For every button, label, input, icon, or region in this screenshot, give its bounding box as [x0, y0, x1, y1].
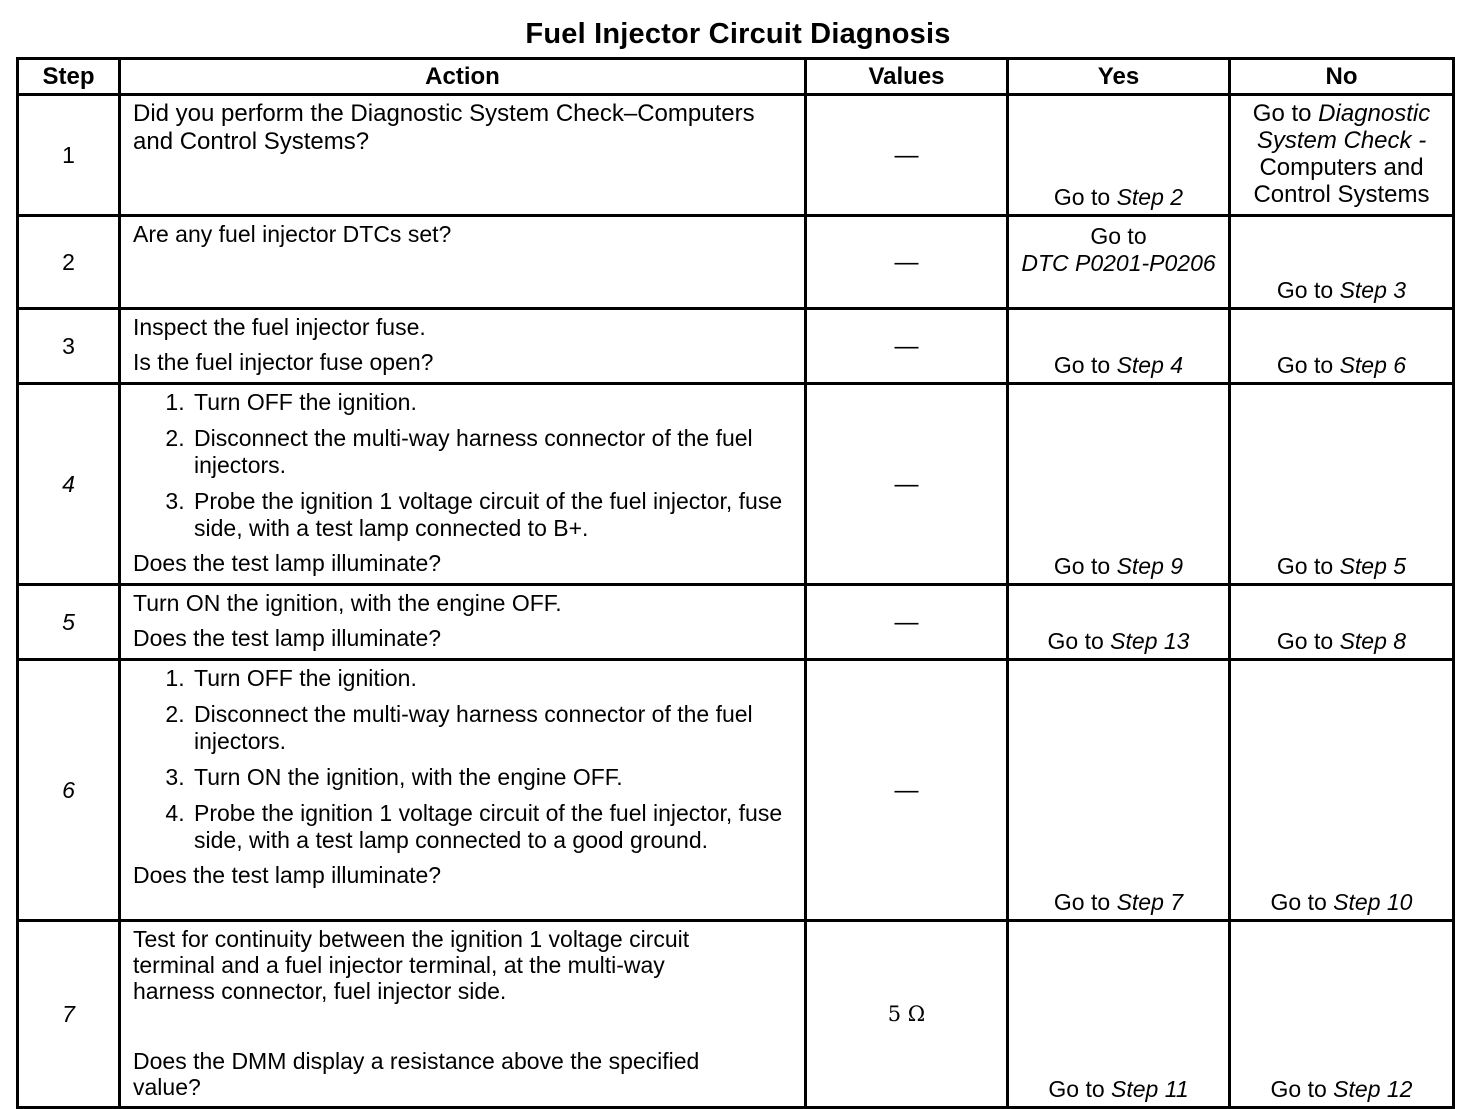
procedure-item: 4. Probe the ignition 1 voltage circuit of the fuel injector, fuse side, with a test lamp connected to a good ground.	[191, 800, 794, 854]
action-cell	[120, 384, 806, 585]
step-link[interactable]: Step 3	[1339, 277, 1407, 303]
table-row	[18, 216, 1454, 309]
action-question: Does the test lamp illuminate?	[133, 625, 442, 651]
action-question: Does the DMM display a resistance above the specified value?	[133, 1048, 700, 1100]
action-cell	[120, 921, 806, 1108]
header-step: Step	[18, 59, 120, 95]
action-question: Is the fuel injector fuse open?	[133, 349, 434, 375]
action-instruction: Turn ON the ignition, with the engine OFF.	[133, 590, 562, 616]
step-number: 1	[18, 95, 120, 216]
no-cell	[1230, 309, 1454, 384]
action-question: Did you perform the Diagnostic System Check–Computers and Control Systems?	[133, 100, 755, 155]
procedure-item: 2. Disconnect the multi-way harness connector of the fuel injectors.	[191, 701, 794, 755]
no-cell	[1230, 95, 1454, 216]
value-cell: —	[806, 585, 1008, 660]
go-to-text: Go to	[1270, 889, 1327, 915]
procedure-item: 1. Turn OFF the ignition.	[191, 665, 794, 692]
step-number: 6	[18, 660, 120, 921]
step-number: 2	[18, 216, 120, 309]
step-number: 4	[18, 384, 120, 585]
procedure-list	[133, 389, 794, 542]
yes-cell	[1008, 585, 1230, 660]
diagnostic-check-link[interactable]: Diagnostic System Check -	[1256, 100, 1431, 154]
table-row	[18, 309, 1454, 384]
dtc-link[interactable]: DTC P0201-P0206	[1021, 250, 1216, 276]
action-question: Are any fuel injector DTCs set?	[133, 221, 452, 247]
no-cell	[1230, 216, 1454, 309]
step-link[interactable]: Step 6	[1339, 352, 1407, 378]
go-to-text: Go to	[1090, 223, 1147, 249]
table-row	[18, 585, 1454, 660]
go-to-text: Go to	[1276, 628, 1334, 654]
page-title: Fuel Injector Circuit Diagnosis	[525, 18, 951, 50]
go-to-text: Go to	[1276, 352, 1334, 378]
step-link[interactable]: Step 10	[1333, 889, 1413, 915]
no-cell	[1230, 384, 1454, 585]
procedure-item: 2. Disconnect the multi-way harness connector of the fuel injectors.	[191, 425, 794, 479]
no-cell	[1230, 921, 1454, 1108]
value-cell: —	[806, 216, 1008, 309]
table-row	[18, 660, 1454, 921]
header-values: Values	[806, 59, 1008, 95]
value-cell: —	[806, 309, 1008, 384]
step-number: 7	[18, 921, 120, 1108]
go-to-text: Go to	[1048, 1076, 1105, 1102]
step-number: 5	[18, 585, 120, 660]
step-link[interactable]: Step 11	[1111, 1076, 1189, 1102]
step-link[interactable]: Step 2	[1116, 184, 1184, 210]
action-instruction: Test for continuity between the ignition 1 voltage circuit terminal and a fuel injector terminal, at the multi-way harness connector, fuel injector side.	[133, 926, 690, 1004]
action-cell	[120, 95, 806, 216]
header-no: No	[1230, 59, 1454, 95]
procedure-list	[133, 665, 794, 854]
value-cell: —	[806, 384, 1008, 585]
no-cell	[1230, 660, 1454, 921]
step-link[interactable]: Step 4	[1116, 352, 1184, 378]
go-to-text: Go to	[1053, 553, 1111, 579]
no-cell	[1230, 585, 1454, 660]
action-cell	[120, 309, 806, 384]
yes-cell	[1008, 384, 1230, 585]
action-cell	[120, 216, 806, 309]
action-cell	[120, 585, 806, 660]
action-cell	[120, 660, 806, 921]
step-number: 3	[18, 309, 120, 384]
action-question: Does the test lamp illuminate?	[133, 862, 442, 888]
procedure-item: 3. Turn ON the ignition, with the engine OFF.	[191, 764, 794, 791]
go-to-text: Go to	[1270, 1076, 1327, 1102]
yes-cell	[1008, 216, 1230, 309]
action-question: Does the test lamp illuminate?	[133, 550, 442, 576]
value-cell: —	[806, 95, 1008, 216]
step-link[interactable]: Step 13	[1110, 628, 1190, 654]
table-row	[18, 95, 1454, 216]
go-to-text: Go to	[1053, 352, 1111, 378]
yes-cell	[1008, 921, 1230, 1108]
go-to-text: Go to	[1276, 277, 1334, 303]
diagnostic-check-link-rest: Computers and Control Systems	[1253, 154, 1430, 208]
header-yes: Yes	[1008, 59, 1230, 95]
go-to-text: Go to	[1053, 889, 1111, 915]
header-action: Action	[120, 59, 806, 95]
diagnosis-table	[16, 57, 1455, 1109]
go-to-text: Go to	[1276, 553, 1334, 579]
step-link[interactable]: Step 9	[1116, 553, 1184, 579]
step-link[interactable]: Step 5	[1339, 553, 1407, 579]
yes-cell	[1008, 95, 1230, 216]
go-to-text: Go to	[1252, 100, 1312, 127]
table-row	[18, 921, 1454, 1108]
step-link[interactable]: Step 7	[1116, 889, 1184, 915]
procedure-item: 1. Turn OFF the ignition.	[191, 389, 794, 416]
yes-cell	[1008, 309, 1230, 384]
value-cell: 5 Ω	[806, 921, 1008, 1108]
table-row	[18, 384, 1454, 585]
yes-cell	[1008, 660, 1230, 921]
step-link[interactable]: Step 8	[1339, 628, 1407, 654]
value-cell: —	[806, 660, 1008, 921]
header-row	[18, 59, 1454, 95]
step-link[interactable]: Step 12	[1333, 1076, 1413, 1102]
go-to-text: Go to	[1047, 628, 1104, 654]
action-instruction: Inspect the fuel injector fuse.	[133, 314, 426, 340]
procedure-item: 3. Probe the ignition 1 voltage circuit of the fuel injector, fuse side, with a test lamp connected to B+.	[191, 488, 794, 542]
go-to-text: Go to	[1053, 184, 1111, 210]
